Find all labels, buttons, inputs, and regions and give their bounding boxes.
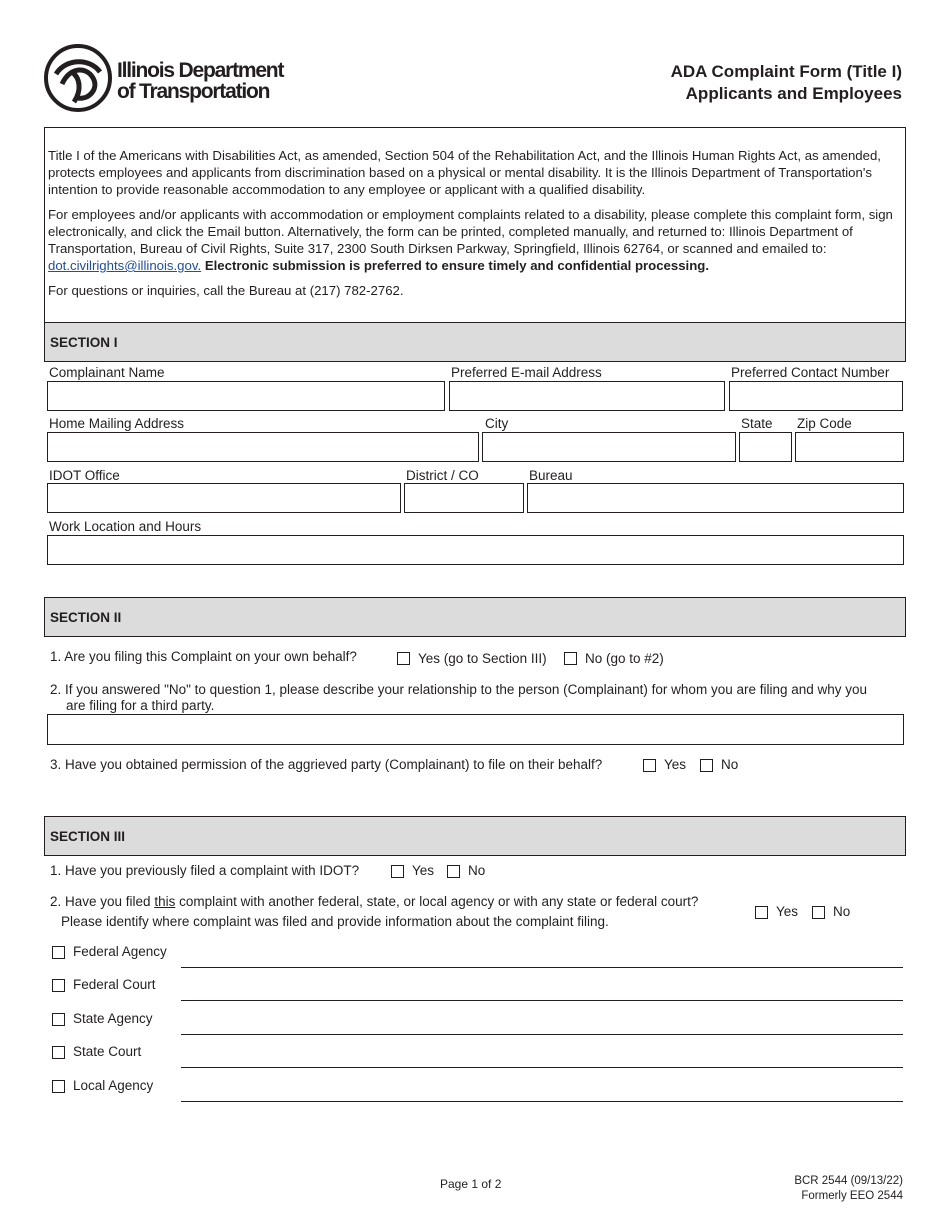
state-court-checkbox[interactable] (52, 1046, 65, 1059)
s3-q1-yes-checkbox[interactable] (391, 865, 404, 878)
s3-q2-no-label: No (833, 904, 851, 919)
s3-question-2-line2: Please identify where complaint was filed and provide information about the complaint filing. (61, 914, 609, 929)
state-agency-label: State Agency (73, 1011, 153, 1026)
district-field[interactable] (404, 483, 524, 513)
state-court-line[interactable] (181, 1067, 903, 1068)
city-field[interactable] (482, 432, 736, 462)
idot-office-field[interactable] (47, 483, 401, 513)
s3-q2-text-underlined: this (154, 894, 176, 909)
state-agency-checkbox[interactable] (52, 1013, 65, 1026)
s2-question-1: 1. Are you filing this Complaint on your own behalf? (50, 649, 357, 664)
s2-q3-no-label: No (721, 757, 739, 772)
s2-q1-no-checkbox[interactable] (564, 652, 577, 665)
work-location-field[interactable] (47, 535, 904, 565)
mailing-address-label: Home Mailing Address (49, 416, 185, 431)
local-agency-label: Local Agency (73, 1078, 154, 1093)
s3-q2-yes-checkbox[interactable] (755, 906, 768, 919)
local-agency-checkbox[interactable] (52, 1080, 65, 1093)
zip-code-label: Zip Code (797, 416, 852, 431)
federal-court-checkbox[interactable] (52, 979, 65, 992)
electronic-submission-note: Electronic submission is preferred to ensure timely and confidential processing. (204, 258, 709, 273)
complainant-name-label: Complainant Name (49, 365, 165, 380)
relationship-field[interactable] (47, 714, 904, 745)
idot-office-label: IDOT Office (49, 468, 120, 483)
section-2-header: SECTION II (44, 597, 906, 637)
s2-q1-yes-checkbox[interactable] (397, 652, 410, 665)
page-number: Page 1 of 2 (440, 1177, 502, 1191)
form-subtitle: Applicants and Employees (685, 84, 902, 103)
federal-court-label: Federal Court (73, 977, 156, 992)
email-field[interactable] (449, 381, 725, 411)
s3-q1-no-checkbox[interactable] (447, 865, 460, 878)
s2-q3-yes-checkbox[interactable] (643, 759, 656, 772)
s3-question-2-line1 (50, 894, 698, 909)
state-agency-line[interactable] (181, 1034, 903, 1035)
state-field[interactable] (739, 432, 792, 462)
s3-q1-no-label: No (468, 863, 486, 878)
s3-q2-text-pre: 2. Have you filed (50, 894, 155, 909)
idot-logo-mark-icon (44, 44, 114, 114)
intro-paragraph-2-text: For employees and/or applicants with accommodation or employment complaints related to a disability, please complete this complaint form, sign electronically, and click the Email button. Alternatively, the form can be printed, completed manually, and returned to: Illinois Department of Transportation, Bureau of Civil Rights, Suite 317, 2300 South Dirksen Parkway, Springfield, Illinois 62764, or scanned and emailed to: (48, 207, 893, 256)
complainant-name-field[interactable] (47, 381, 445, 411)
s3-question-1: 1. Have you previously filed a complaint with IDOT? (50, 863, 360, 878)
zip-code-field[interactable] (795, 432, 904, 462)
federal-court-line[interactable] (181, 1000, 903, 1001)
idot-logo (44, 44, 304, 114)
bureau-label: Bureau (529, 468, 573, 483)
state-label: State (741, 416, 773, 431)
s2-q1-no-label: No (go to #2) (585, 651, 664, 666)
section-1-header: SECTION I (44, 322, 906, 362)
intro-box (44, 127, 906, 323)
federal-agency-checkbox[interactable] (52, 946, 65, 959)
federal-agency-line[interactable] (181, 967, 903, 968)
s2-question-2-line1: 2. If you answered "No" to question 1, please describe your relationship to the person (Complainant) for whom you are filing and why you (50, 682, 868, 697)
s3-q2-no-checkbox[interactable] (812, 906, 825, 919)
local-agency-line[interactable] (181, 1101, 903, 1102)
org-name-line1: Illinois Department (117, 59, 284, 82)
s3-q1-yes-label: Yes (412, 863, 435, 878)
state-court-label: State Court (73, 1044, 142, 1059)
contact-number-field[interactable] (729, 381, 903, 411)
bureau-field[interactable] (527, 483, 904, 513)
form-number: BCR 2544 (09/13/22) (794, 1175, 903, 1187)
section-3-header: SECTION III (44, 816, 906, 856)
contact-number-label: Preferred Contact Number (731, 365, 890, 380)
formerly-form-number: Formerly EEO 2544 (801, 1190, 903, 1202)
intro-paragraph-3: For questions or inquiries, call the Bureau at (217) 782-2762. (48, 283, 404, 298)
district-label: District / CO (406, 468, 479, 483)
intro-paragraph-2 (48, 206, 901, 274)
s2-question-3: 3. Have you obtained permission of the aggrieved party (Complainant) to file on their behalf? (50, 757, 603, 772)
city-label: City (485, 416, 509, 431)
s2-q3-yes-label: Yes (664, 757, 687, 772)
federal-agency-label: Federal Agency (73, 944, 167, 959)
email-label: Preferred E-mail Address (451, 365, 602, 380)
mailing-address-field[interactable] (47, 432, 479, 462)
intro-paragraph-1: Title I of the Americans with Disabilities Act, as amended, Section 504 of the Rehabilitation Act, and the Illinois Human Rights Act, as amended, protects employees and applicants from discrimination based on a physical or mental disability. It is the Illinois Department of Transportation's intention to provide reasonable accommodation to any employee or applicant with a qualified disability. (48, 148, 881, 197)
s2-q3-no-checkbox[interactable] (700, 759, 713, 772)
civil-rights-email-link[interactable]: dot.civilrights@illinois.gov. (48, 258, 202, 273)
org-name-line2: of Transportation (117, 80, 270, 103)
s3-q2-text-post: complaint with another federal, state, or local agency or with any state or federal court? (175, 894, 699, 909)
form-title: ADA Complaint Form (Title I) (670, 62, 902, 81)
s2-question-2-line2: are filing for a third party. (66, 698, 215, 713)
work-location-label: Work Location and Hours (49, 519, 202, 534)
s3-q2-yes-label: Yes (776, 904, 799, 919)
s2-q1-yes-label: Yes (go to Section III) (418, 651, 547, 666)
